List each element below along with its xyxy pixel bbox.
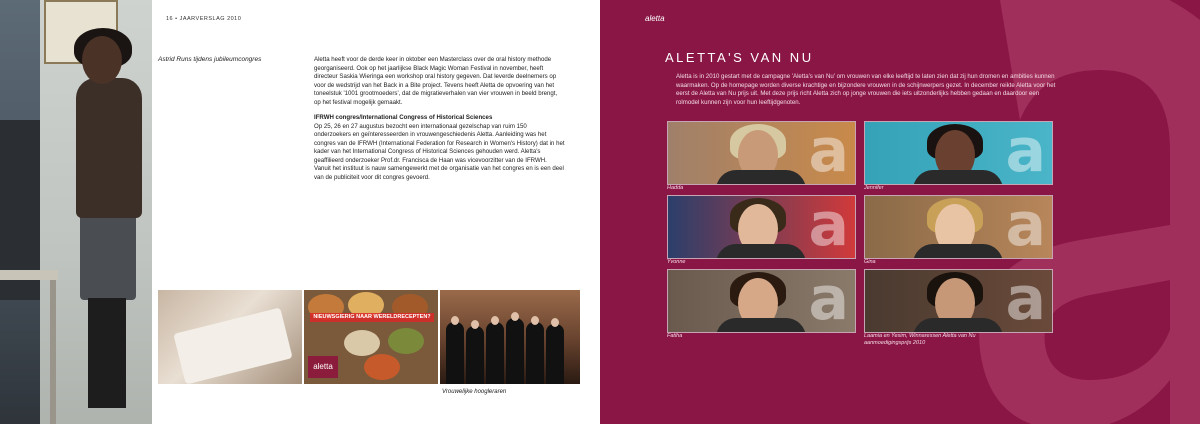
aletta-logo: aletta bbox=[645, 14, 665, 23]
spice-banner: NIEUWSGIERIG NAAR WERELDRECEPTEN? bbox=[310, 313, 434, 322]
aletta-a-mark: a bbox=[808, 195, 849, 259]
page-header: 16 • JAARVERSLAG 2010 bbox=[166, 16, 242, 22]
article-paragraph-1: Aletta heeft voor de derde keer in oktober een Masterclass over de oral history methode georganiseerd. Ook op het jaarlijkse Black Magic Woman Festival in november, heeft directeur Saskia Wieringa een workshop oral history gegeven. Dat leverde deelnemers op voor de wedstrijd van het Back in a Bite project. Tevens heeft Aletta de opvoering van het toneelstuk '1001 grootmoeders', dat de migratieverhalen van vier vrouwen in beeld brengt, op het festival mogelijk gemaakt. bbox=[314, 56, 558, 106]
right-page bbox=[600, 0, 1200, 424]
portrait-photo bbox=[667, 195, 856, 259]
spices-photo bbox=[304, 290, 438, 384]
section-title: ALETTA'S VAN NU bbox=[665, 50, 814, 65]
book-photo bbox=[158, 290, 302, 384]
portrait-photo bbox=[667, 121, 856, 185]
intro-text: Aletta is in 2010 gestart met de campagne 'Aletta's van Nu' om vrouwen van elke leeftijd te laten zien dat zij hun dromen en ambities kunnen waarmaken. Op de homepage worden diverse krachtige en bijzondere vrouwen in de schijnwerpers gezet. In december reikte Aletta voor het eerst de Aletta van Nu prijs uit. Met deze prijs richt Aletta zich op jonge vrouwen die iets uitzonderlijks hebben gedaan en daardoor een rolmodel kunnen zijn voor hun leeftijdgenoten. bbox=[676, 73, 1056, 106]
portrait-caption: Jennifer bbox=[864, 185, 884, 191]
portrait-caption: Gina bbox=[864, 259, 876, 265]
portrait-photo bbox=[667, 269, 856, 333]
aletta-logo-small: aletta bbox=[308, 356, 338, 378]
aletta-a-mark: a bbox=[1005, 121, 1046, 185]
speaker-photo bbox=[0, 0, 152, 424]
aletta-a-mark: a bbox=[808, 121, 849, 185]
portrait-photo bbox=[864, 195, 1053, 259]
portrait-caption: Hadda bbox=[667, 185, 684, 191]
aletta-a-mark: a bbox=[808, 269, 849, 333]
speaker-caption: Astrid Runs tijdens jubileumcongres bbox=[158, 56, 262, 63]
portrait-photo bbox=[864, 269, 1053, 333]
portrait-caption: Yvonne bbox=[667, 259, 686, 265]
article-paragraph-2: Op 25, 26 en 27 augustus bezocht een internationaal gezelschap van ruim 150 onderzoekers en geïnteresseerden in vrouwengeschiedenis Aletta. Aanleiding was het congres van de IFRWH (International Federation for Research in Women's History) dat in het kader van het International Congress of Historical Sciences gehouden werd. Aletta's geaffilieerd onderzoeker Prof.dr. Francisca de Haan was vicevoorzitter van de IFRWH. Vanuit het instituut is nauw samengewerkt met de organisatie van het congres en is een deel van de publiciteit voor dit congres gevoerd. bbox=[314, 122, 565, 181]
professors-photo bbox=[440, 290, 580, 384]
aletta-a-mark: a bbox=[1005, 195, 1046, 259]
article-subheading: IFRWH congres/International Congress of Historical Sciences bbox=[314, 114, 493, 121]
portrait-caption: Laamia en Yesim, Winnaressen Aletta van Nu aanmoedigingsprijs 2010 bbox=[864, 333, 976, 346]
professors-caption: Vrouwelijke hoogleraren bbox=[442, 389, 507, 395]
portrait-photo bbox=[864, 121, 1053, 185]
aletta-a-mark: a bbox=[1005, 269, 1046, 333]
article-body bbox=[305, 56, 565, 189]
portrait-caption: Fatiha bbox=[667, 333, 683, 339]
